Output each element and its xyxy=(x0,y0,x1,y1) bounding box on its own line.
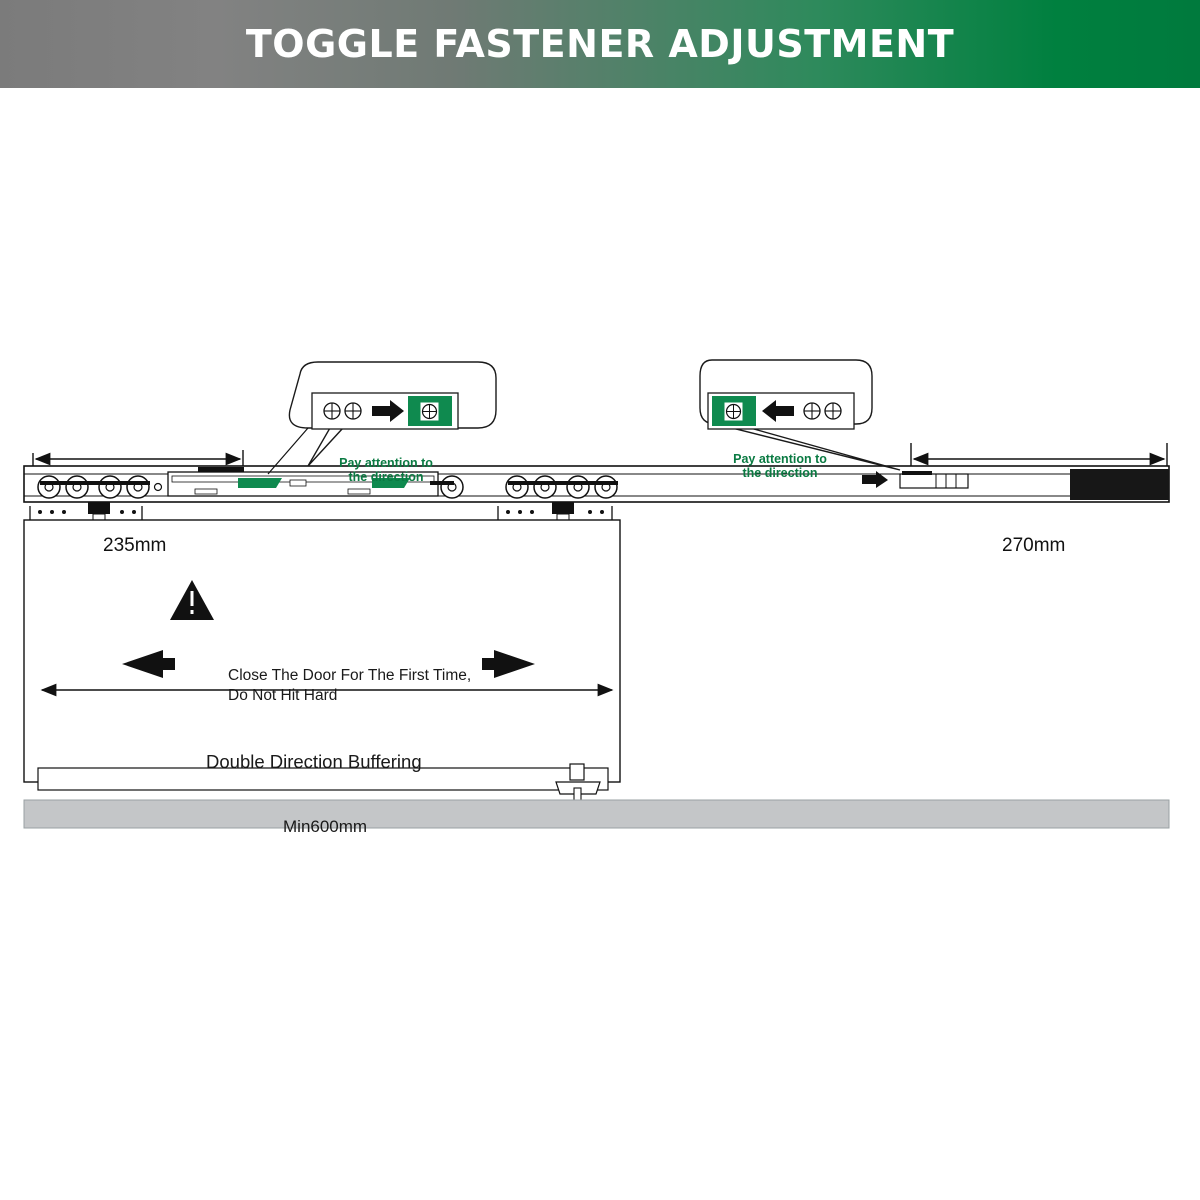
callout-right-text xyxy=(710,452,850,480)
dimension-right-label: 270mm xyxy=(1002,535,1066,556)
min-width-label: Min600mm xyxy=(283,817,368,836)
brand-label: Hangingrail xyxy=(1080,577,1147,591)
callout-left-line1: Pay attention to xyxy=(339,456,433,470)
floor-plate xyxy=(24,800,1169,828)
callout-right-line1: Pay attention to xyxy=(733,452,827,466)
warning-note-line1: Close The Door For The First Time, xyxy=(228,667,472,684)
callout-right-line2: the direction xyxy=(742,466,818,480)
soft-close-mechanism-right xyxy=(862,471,968,488)
hanging-rail-assembly xyxy=(24,466,1169,502)
warning-note-line2: Do Not Hit Hard xyxy=(228,687,338,704)
brand-plate xyxy=(1070,469,1169,500)
dimension-left-label: 235mm xyxy=(103,535,167,556)
callout-left-text xyxy=(316,456,456,484)
callout-left-line2: the direction xyxy=(348,470,424,484)
diagram-canvas xyxy=(0,88,1200,1200)
warning-note xyxy=(228,666,471,706)
technical-drawing xyxy=(0,88,1200,1200)
buffering-label: Double Direction Buffering xyxy=(206,751,422,772)
page-header xyxy=(0,0,1200,88)
page-title: TOGGLE FASTENER ADJUSTMENT xyxy=(245,22,955,66)
